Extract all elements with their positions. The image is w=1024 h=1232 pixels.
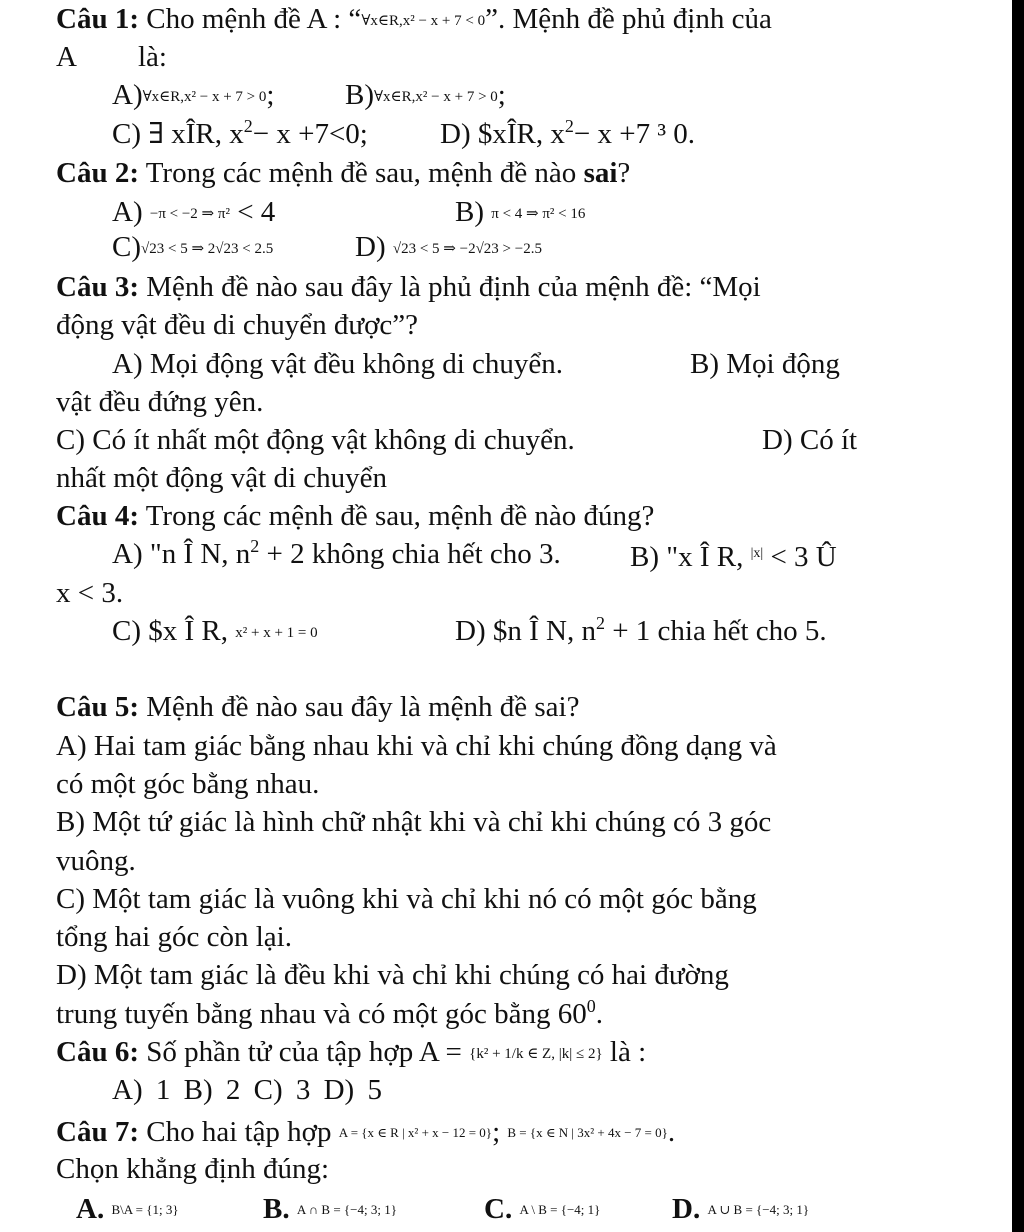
q3-option-d-cont (56, 459, 387, 497)
q7-option-a (76, 1190, 179, 1229)
q4-d-sup: 2 (595, 613, 605, 633)
q3-label: Câu 3: (56, 271, 139, 303)
q5-option-a1 (56, 727, 777, 765)
q4-c-expr: x² + x + 1 = 0 (235, 625, 318, 641)
q5-line1 (56, 688, 579, 726)
q4-c-text: C) $x Î R, (112, 615, 228, 647)
q1-option-c (112, 115, 368, 153)
q7-set-b: B = {x ∈ N | 3x² + 4x − 7 = 0} (507, 1125, 668, 1140)
q4-a-text: A) "n Î N, n (112, 538, 251, 570)
q4-b2-text: x < 3. (56, 577, 124, 609)
q7-option-b (263, 1190, 397, 1229)
q3-line2 (56, 306, 418, 344)
q4-option-c (112, 612, 318, 652)
q2-text-a: Trong các mệnh đề sau, mệnh đề nào (138, 157, 584, 189)
q2-option-d (355, 228, 542, 268)
q2-option-a (112, 193, 275, 233)
q4-line1 (56, 497, 654, 535)
q1-b-tail: ; (497, 79, 506, 111)
q1-a-expr: ∀x∈R,x² − x + 7 > 0 (142, 89, 267, 105)
q5-option-c2 (56, 918, 292, 956)
q7-line1 (56, 1113, 675, 1152)
q3-option-c (56, 421, 575, 459)
q2-c-label: C) (112, 231, 141, 263)
q1-label: Câu 1: (56, 3, 139, 35)
q5-label: Câu 5: (56, 691, 139, 723)
q1-b-label: B) (345, 79, 374, 111)
q1-line2-a: A (56, 41, 77, 73)
q6-label: Câu 6: (56, 1036, 139, 1068)
q5-c1-text: C) Một tam giác là vuông khi và chỉ khi nó có một góc bằng (56, 883, 757, 915)
q1-line2-b: là: (138, 41, 167, 73)
q2-d-expr: √23 < 5 ⇒ −2√23 > −2.5 (392, 241, 542, 257)
q1-c-sup: 2 (243, 116, 253, 136)
q7-c-label: C. (484, 1193, 513, 1225)
q4-a-sup: 2 (250, 536, 260, 556)
q7-line2-text: Chọn khẳng định đúng: (56, 1153, 330, 1185)
q6-tail: là : (602, 1036, 647, 1068)
q7-option-c (484, 1190, 600, 1229)
q1-d-tail: − x +7 ³ 0. (573, 118, 696, 150)
q1-a-label: A) (112, 79, 143, 111)
q1-text-b: ”. Mệnh đề phủ định của (485, 3, 772, 35)
q7-label: Câu 7: (56, 1116, 139, 1148)
q3-option-a (112, 345, 563, 383)
q7-a-label: A. (76, 1193, 105, 1225)
q1-d-text: D) $xÎR, x (440, 118, 565, 150)
q5-d1-text: D) Một tam giác là đều khi và chỉ khi chúng có hai đường (56, 959, 729, 991)
q2-text-bold: sai (583, 157, 618, 189)
q2-a-tail: < 4 (229, 196, 276, 228)
q5-option-c1 (56, 880, 757, 918)
q1-a-tail: ; (266, 79, 275, 111)
q1-option-d (440, 115, 695, 153)
q2-text-end: ? (617, 157, 631, 189)
q5-option-d1 (56, 956, 729, 994)
q3-c-text: C) Có ít nhất một động vật không di chuyển. (56, 424, 575, 456)
q2-a-expr: −π < −2 ⇒ π² (149, 206, 230, 222)
q5-d2-end: . (595, 998, 603, 1030)
q7-option-d (672, 1190, 809, 1229)
q6-text: Số phần tử của tập hợp A = (138, 1036, 470, 1068)
q7-sep: ; (492, 1116, 508, 1148)
q7-text: Cho hai tập hợp (138, 1116, 339, 1148)
q2-option-c (112, 228, 273, 268)
q5-option-b1 (56, 803, 771, 841)
q4-b-abs: |x| (750, 546, 764, 561)
q3-b2-text: vật đều đứng yên. (56, 386, 264, 418)
q3-option-d (762, 421, 857, 459)
q6-options-text: A) 1 B) 2 C) 3 D) 5 (112, 1074, 382, 1106)
q1-line2b (138, 38, 167, 76)
q3-d1-text: D) Có ít (762, 424, 858, 456)
q4-text: Trong các mệnh đề sau, mệnh đề nào đúng? (138, 500, 655, 532)
q2-a-label: A) (112, 196, 143, 228)
q4-option-d (455, 612, 827, 650)
q4-d-text: D) $n Î N, n (455, 615, 596, 647)
q3-b1-text: B) Mọi động (690, 348, 840, 380)
q5-text: Mệnh đề nào sau đây là mệnh đề sai? (138, 691, 580, 723)
q5-c2-text: tổng hai góc còn lại. (56, 921, 292, 953)
q3-a-text: A) Mọi động vật đều không di chuyển. (112, 348, 564, 380)
q7-set-a: A = {x ∈ R | x² + x − 12 = 0} (338, 1125, 493, 1140)
q7-end: . (667, 1116, 676, 1148)
q7-b-expr: A ∩ B = {−4; 3; 1} (296, 1202, 397, 1217)
q5-d2-sup: 0 (586, 996, 596, 1016)
q1-option-b (345, 76, 506, 116)
q2-b-expr: π < 4 ⇒ π² < 16 (491, 206, 586, 222)
q3-line2-text: động vật đều di chuyển được”? (56, 309, 419, 341)
q5-b1-text: B) Một tứ giác là hình chữ nhật khi và chỉ khi chúng có 3 góc (56, 806, 772, 838)
q5-a1-text: A) Hai tam giác bằng nhau khi và chỉ khi chúng đồng dạng và (56, 730, 777, 762)
q6-options (112, 1071, 382, 1109)
q1-b-expr: ∀x∈R,x² − x + 7 > 0 (374, 89, 498, 105)
q5-option-b2 (56, 842, 136, 880)
q1-expr: ∀x∈R,x² − x + 7 < 0 (361, 13, 486, 29)
q4-option-b (630, 535, 837, 576)
q1-d-sup: 2 (564, 116, 574, 136)
q3-option-b (690, 345, 840, 383)
q2-b-label: B) (455, 196, 484, 228)
q5-option-d2 (56, 995, 603, 1033)
q7-line2 (56, 1150, 329, 1188)
q2-label: Câu 2: (56, 157, 139, 189)
q2-d-label: D) (355, 231, 386, 263)
q1-text-a: Cho mệnh đề A : “ (138, 3, 362, 35)
q5-d2-text: trung tuyến bằng nhau và có một góc bằng 60 (56, 998, 587, 1030)
right-border-bar (1012, 0, 1024, 1232)
q7-c-expr: A \ B = {−4; 1} (519, 1202, 601, 1217)
q6-set: {k² + 1/k ∈ Z, |k| ≤ 2} (469, 1046, 603, 1062)
q1-c-tail: − x +7<0; (252, 118, 368, 150)
q5-a2-text: có một góc bằng nhau. (56, 768, 320, 800)
q5-option-a2 (56, 765, 319, 803)
q2-c-expr: √23 < 5 ⇒ 2√23 < 2.5 (141, 241, 274, 257)
q1-c-text: C) ∃ xÎR, x (112, 118, 244, 150)
q4-option-a (112, 535, 561, 573)
q4-label: Câu 4: (56, 500, 139, 532)
q2-option-b (455, 193, 585, 233)
q1-line1 (56, 0, 772, 40)
q5-b2-text: vuông. (56, 845, 136, 877)
q1-line2 (56, 38, 77, 76)
q4-option-b-cont (56, 574, 123, 612)
q7-b-label: B. (263, 1193, 290, 1225)
q3-line1-text: Mệnh đề nào sau đây là phủ định của mệnh đề: “Mọi (138, 271, 761, 303)
q3-d2-text: nhất một động vật di chuyển (56, 462, 388, 494)
q3-line1 (56, 268, 761, 306)
q2-line1 (56, 154, 630, 192)
q4-a-tail: + 2 không chia hết cho 3. (259, 538, 561, 570)
q6-line1 (56, 1033, 646, 1073)
q4-b-text: B) "x Î R, (630, 541, 744, 573)
q7-d-expr: A ∪ B = {−4; 3; 1} (707, 1202, 810, 1217)
q7-a-expr: B\A = {1; 3} (111, 1202, 179, 1217)
q3-option-b-cont (56, 383, 263, 421)
q4-b-tail: < 3 Û (763, 541, 837, 573)
q7-d-label: D. (672, 1193, 701, 1225)
q4-d-tail: + 1 chia hết cho 5. (604, 615, 827, 647)
q1-option-a (112, 76, 274, 116)
